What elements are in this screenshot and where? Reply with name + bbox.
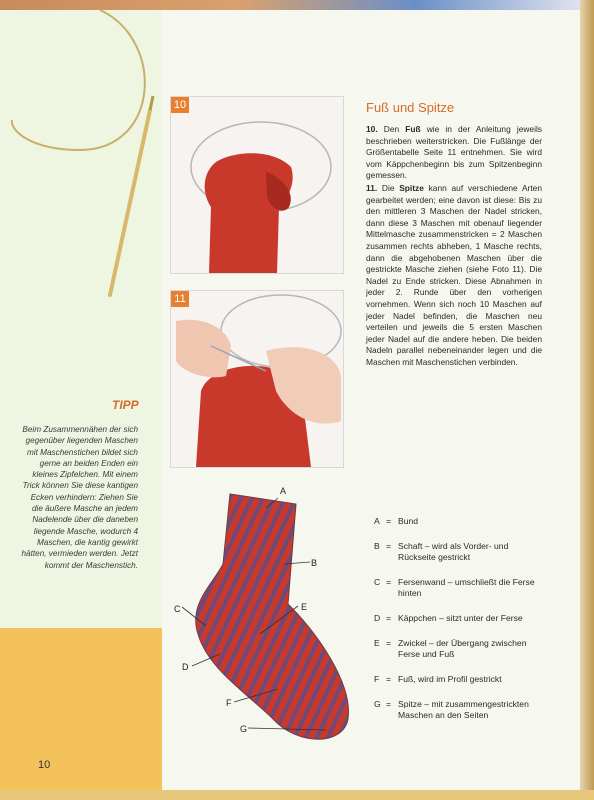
photo-step-10 <box>170 96 344 274</box>
legend-item <box>374 674 544 685</box>
book-edge <box>580 0 594 800</box>
circular-needle-illustration <box>0 0 170 310</box>
tip-heading: TIPP <box>112 398 139 412</box>
section-title: Fuß und Spitze <box>366 100 455 115</box>
legend-desc: Käppchen – sitzt unter der Ferse <box>398 613 523 623</box>
legend-key: C <box>374 577 381 587</box>
step-11-keyword: Spitze <box>399 182 424 193</box>
step-10-paragraph <box>366 124 542 182</box>
legend-eq: = <box>386 699 392 709</box>
step-11-text: kann auf verschiedene Arten gearbeitet werden; eine davon ist diese: Bis zu den mittleren 3 Maschen der Nadel stricken, dann diese 3 Maschen mit obenauf liegender Mittelmasche zusammenstricken = 2 Maschen zusammen rechts abheben, 1 Masche rechts, dann die abgehobenen Maschen über die gestrickte Masche ziehen (siehe Foto 11). Die Nadel zu Ende stricken. Diese Abnahmen in jeder 2. Runde über den vorherigen vornehmen. Wenn sich noch 10 Maschen auf jeder Nadel befinden, die Maschen neu verteilen und jeweils die 5 ersten Maschen jeder Nadel auf die andere heben. Die beiden Nadeln parallel nebeneinander legen und die Maschen mit Maschenstichen verbinden. <box>366 182 542 367</box>
legend-eq: = <box>386 541 392 551</box>
label-G: G <box>240 724 248 734</box>
step-10-text: wie in der Anleitung jeweils beschrieben weiterstricken. Die Fußlänge der Größentabelle Seite 11 entnehmen. Sie wird vom Käppchenbeginn bis zum Spitzenbeginn gemessen. <box>366 124 542 181</box>
sock-shape <box>196 494 349 739</box>
legend-item <box>374 516 544 527</box>
step-11-paragraph <box>366 183 542 369</box>
legend-item <box>374 577 544 599</box>
instructions-text <box>366 124 542 369</box>
tip-text: Beim Zusammennähen der sich gegenüber liegenden Maschen mit Maschenstichen bildet sich gerne an beiden Enden ein kleines Zipfelchen. Mit einem Trick können Sie diese kantigen Ecken verhindern: Ziehen Sie die äußere Masche an jedem Nadelende über die daneben liegende Masche, wodurch 4 Maschen, die kantig gewirkt hätten, vermieden werden. Jetzt kommt der Maschenstich. <box>21 425 138 570</box>
label-C: C <box>174 604 181 614</box>
label-B: B <box>311 558 318 568</box>
label-F: F <box>226 698 232 708</box>
bottom-border <box>0 790 594 800</box>
knitting-photo-11 <box>171 291 343 467</box>
step-10-number: 10. <box>366 124 378 134</box>
label-E: E <box>301 602 308 612</box>
legend-desc: Bund <box>398 516 419 526</box>
left-accent-block <box>0 628 162 790</box>
legend-eq: = <box>386 577 392 587</box>
legend-key: F <box>374 674 380 684</box>
step-11-number: 11. <box>366 182 378 193</box>
legend-key: B <box>374 541 380 551</box>
diagram-legend <box>374 516 544 735</box>
legend-key: A <box>374 516 380 526</box>
step-10-keyword: Fuß <box>405 124 421 134</box>
legend-eq: = <box>386 516 392 526</box>
photo-number: 10 <box>171 97 189 113</box>
legend-item <box>374 638 544 660</box>
page-number: 10 <box>38 759 51 771</box>
legend-desc: Zwickel – der Übergang zwischen Ferse und Fuß <box>398 638 527 659</box>
legend-item <box>374 541 544 563</box>
label-A: A <box>280 486 287 496</box>
step-11-pre: Die <box>377 182 400 193</box>
legend-key: E <box>374 638 380 648</box>
legend-desc: Schaft – wird als Vorder- und Rückseite gestrickt <box>398 541 509 562</box>
legend-desc: Fuß, wird im Profil gestrickt <box>398 674 502 684</box>
label-D: D <box>182 662 189 672</box>
legend-desc: Fersenwand – umschließt die Ferse hinten <box>398 577 535 598</box>
legend-eq: = <box>386 674 392 684</box>
legend-desc: Spitze – mit zusammengestrickten Maschen an den Seiten <box>398 699 529 720</box>
legend-key: D <box>374 613 381 623</box>
legend-item <box>374 613 544 624</box>
photo-step-11 <box>170 290 344 468</box>
knitting-photo-10 <box>171 97 343 273</box>
legend-key: G <box>374 699 381 709</box>
legend-eq: = <box>386 613 392 623</box>
legend-item <box>374 699 544 721</box>
step-10-pre: Den <box>377 124 406 134</box>
photo-number: 11 <box>171 291 189 307</box>
legend-eq: = <box>386 638 392 648</box>
